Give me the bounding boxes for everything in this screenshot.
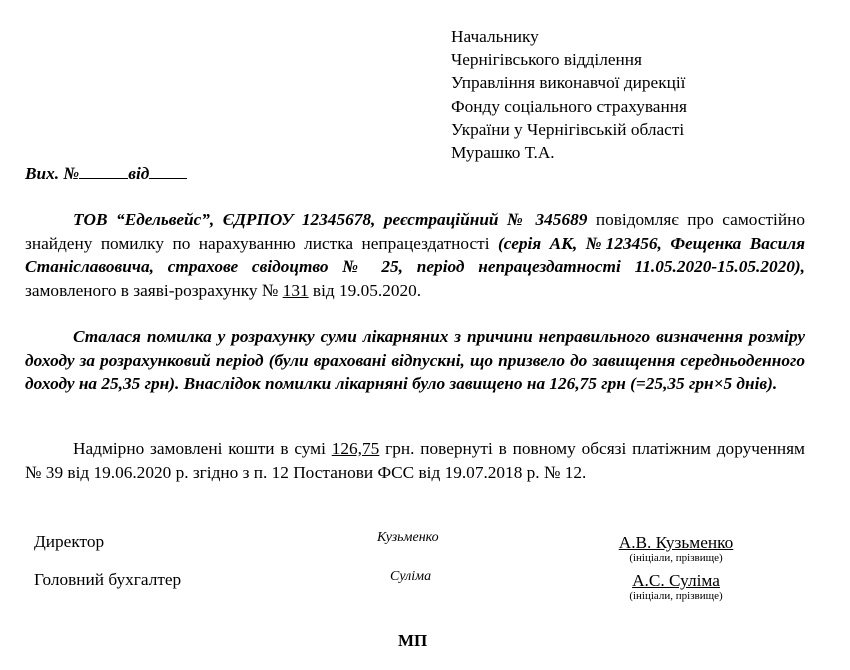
addressee-block bbox=[451, 25, 687, 164]
addressee-line: Фонду соціального страхування bbox=[451, 96, 687, 116]
paragraph-error-explanation: Сталася помилка у розрахунку суми лікарняних з причини неправильного визначення розміру доходу за розрахунковий період (були враховані відпускні, що призвело до завищення середньоденного доходу на 25,35 грн). Внаслідок помилки лікарняні було завищено на 126,75 грн (=25,35 грн×5 днів). bbox=[25, 327, 805, 393]
refund-amount: 126,75 bbox=[331, 439, 380, 458]
paragraph-text: Надмірно замовлені кошти в сумі bbox=[73, 439, 332, 458]
accountant-name-caption: (ініціали, прізвище) bbox=[629, 590, 723, 602]
outgoing-date-blank bbox=[149, 164, 187, 179]
paragraph-refund bbox=[25, 437, 805, 484]
application-number: 131 bbox=[282, 280, 309, 300]
outgoing-number-label: Вих. № bbox=[25, 164, 80, 183]
company-details: ТОВ “Едельвейс”, ЄДРПОУ 12345678, реєстраційний № 345689 bbox=[73, 210, 588, 229]
director-signature: Кузьменко bbox=[377, 530, 439, 545]
addressee-line: Начальнику bbox=[451, 27, 539, 46]
accountant-signature: Суліма bbox=[390, 569, 432, 584]
accountant-role: Головний бухгалтер bbox=[34, 570, 182, 589]
paragraph-text: від 19.05.2020. bbox=[308, 280, 422, 300]
paragraph-text: повідомляє про самостійно знайдену помилку по нарахуванню листка непрацездатності bbox=[25, 210, 805, 253]
director-name-caption: (ініціали, прізвище) bbox=[629, 552, 723, 564]
addressee-line: Чернігівського відділення bbox=[451, 50, 642, 70]
addressee-line: Управління виконавчої дирекції bbox=[451, 73, 686, 93]
accountant-name: А.С. Суліма bbox=[632, 571, 720, 590]
stamp-place-label: МП bbox=[398, 631, 428, 650]
paragraph-text: замовленого в заяві-розрахунку № bbox=[25, 280, 283, 300]
addressee-line: Мурашко Т.А. bbox=[451, 143, 555, 163]
paragraph-error-notice bbox=[25, 208, 805, 302]
director-name: А.В. Кузьменко bbox=[618, 533, 734, 552]
outgoing-number-blank bbox=[79, 164, 128, 179]
director-name-block bbox=[596, 533, 756, 565]
paragraph-text: грн. повернуті в повному обсязі платіжним дорученням № 39 від 19.06.2020 р. згідно з п. 12 Постанови ФСС від 19.07.2018 р. № 12. bbox=[25, 439, 805, 482]
accountant-name-block bbox=[596, 571, 756, 603]
sick-leave-details: (серія АК, №123456, Фещенка Василя Станіславовича, страхове свідоцтво № 25, період непрацездатності 11.05.2020-15.05.2020), bbox=[25, 233, 805, 276]
outgoing-number-line bbox=[25, 164, 187, 184]
director-role: Директор bbox=[34, 532, 105, 551]
outgoing-date-label: від bbox=[128, 164, 150, 183]
addressee-line: України у Чернігівській області bbox=[451, 119, 685, 139]
